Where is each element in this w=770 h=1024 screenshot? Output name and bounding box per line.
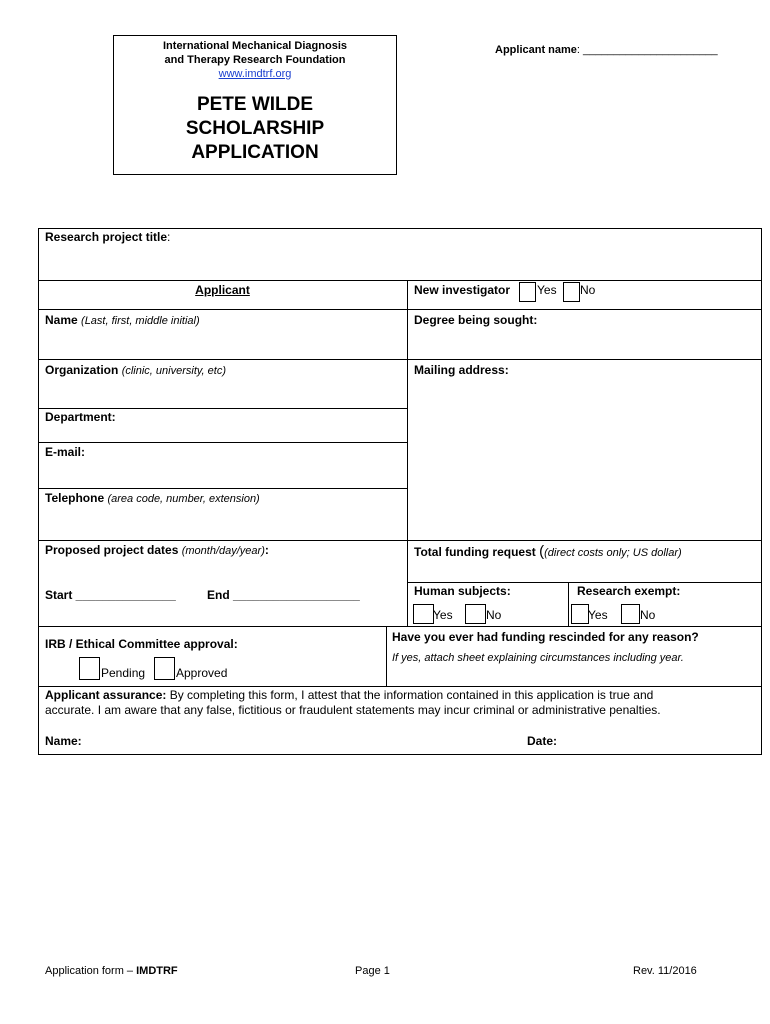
telephone-field[interactable] bbox=[45, 491, 260, 505]
research-title-colon: : bbox=[167, 230, 171, 244]
new-investigator-no-checkbox[interactable] bbox=[563, 282, 580, 302]
new-investigator-yes-label: Yes bbox=[537, 283, 557, 297]
assurance-text-line2: accurate. I am aware that any false, fictitious or fraudulent statements may incur criminal or administrative penalties. bbox=[45, 703, 661, 717]
human-subjects-label: Human subjects: bbox=[414, 584, 511, 598]
new-investigator-yes-checkbox[interactable] bbox=[519, 282, 536, 302]
signature-name-label[interactable]: Name: bbox=[45, 734, 82, 748]
start-date-field[interactable]: Start _______________ bbox=[45, 588, 176, 602]
research-exempt-yes-label: Yes bbox=[588, 608, 608, 622]
assurance-text-line1: By completing this form, I attest that the information contained in this application is true and bbox=[166, 688, 654, 702]
degree-label[interactable]: Degree being sought: bbox=[414, 313, 538, 327]
org-name-line2: and Therapy Research Foundation bbox=[164, 54, 346, 66]
mailing-address-label[interactable]: Mailing address: bbox=[414, 363, 509, 377]
human-subjects-no-checkbox[interactable] bbox=[465, 604, 486, 624]
footer-page-number: Page 1 bbox=[355, 965, 390, 977]
irb-approval-label: IRB / Ethical Committee approval: bbox=[45, 637, 238, 651]
website-link[interactable]: www.imdtrf.org bbox=[218, 68, 292, 80]
project-dates-hint: (month/day/year) bbox=[181, 545, 265, 557]
end-date-field[interactable]: End ___________________ bbox=[207, 588, 360, 602]
project-dates-field bbox=[45, 543, 269, 557]
research-exempt-no-label: No bbox=[640, 608, 656, 622]
name-field[interactable] bbox=[45, 313, 200, 327]
applicant-name-blank[interactable]: : ______________________ bbox=[576, 44, 718, 56]
funding-rescinded-hint: If yes, attach sheet explaining circumstances including year. bbox=[392, 652, 684, 664]
title-line2: SCHOLARSHIP bbox=[185, 118, 325, 139]
name-hint: (Last, first, middle initial) bbox=[81, 315, 200, 327]
research-exempt-label: Research exempt: bbox=[577, 584, 681, 598]
funding-rescinded-label: Have you ever had funding rescinded for any reason? bbox=[392, 630, 699, 644]
title-line1: PETE WILDE bbox=[196, 94, 314, 115]
funding-request-hint: (direct costs only; US dollar) bbox=[544, 547, 682, 559]
research-title-label: Research project title bbox=[45, 230, 168, 244]
assurance-label: Applicant assurance: bbox=[45, 688, 167, 702]
irb-approved-label: Approved bbox=[176, 666, 228, 680]
irb-pending-label: Pending bbox=[101, 666, 146, 680]
irb-pending-checkbox[interactable] bbox=[79, 657, 100, 680]
irb-approved-checkbox[interactable] bbox=[154, 657, 175, 680]
telephone-hint: (area code, number, extension) bbox=[107, 493, 260, 505]
project-dates-colon: : bbox=[264, 543, 269, 557]
funding-request-label: Total funding request bbox=[414, 545, 536, 559]
new-investigator-label: New investigator bbox=[414, 283, 511, 297]
human-subjects-yes-checkbox[interactable] bbox=[413, 604, 434, 624]
department-label[interactable]: Department: bbox=[45, 410, 116, 424]
applicant-assurance bbox=[45, 688, 755, 718]
applicant-heading: Applicant bbox=[195, 283, 250, 297]
signature-date-label[interactable]: Date: bbox=[527, 734, 558, 748]
telephone-label: Telephone bbox=[45, 491, 105, 505]
email-label[interactable]: E-mail: bbox=[45, 445, 86, 459]
org-name-line1: International Mechanical Diagnosis bbox=[163, 40, 347, 52]
new-investigator-no-label: No bbox=[580, 283, 596, 297]
organization-hint: (clinic, university, etc) bbox=[121, 365, 227, 377]
footer-revision: Rev. 11/2016 bbox=[633, 965, 697, 977]
human-subjects-no-label: No bbox=[486, 608, 502, 622]
human-subjects-yes-label: Yes bbox=[433, 608, 453, 622]
project-dates-label: Proposed project dates bbox=[45, 543, 179, 557]
footer-form-org: IMDTRF bbox=[136, 965, 178, 977]
footer-form-text: Application form – bbox=[45, 965, 137, 977]
website-wrap bbox=[113, 68, 397, 80]
research-title-field[interactable] bbox=[45, 230, 170, 244]
applicant-name-field[interactable] bbox=[495, 44, 718, 56]
funding-request-field[interactable]: Total funding request ((direct costs only; US dollar) bbox=[414, 543, 682, 560]
title-line3: APPLICATION bbox=[191, 142, 319, 163]
footer-form-label bbox=[45, 965, 178, 977]
name-label: Name bbox=[45, 313, 78, 327]
research-exempt-no-checkbox[interactable] bbox=[621, 604, 640, 624]
organization-field[interactable] bbox=[45, 363, 226, 377]
research-exempt-yes-checkbox[interactable] bbox=[571, 604, 589, 624]
organization-label: Organization bbox=[45, 363, 119, 377]
applicant-name-label: Applicant name bbox=[495, 44, 577, 56]
